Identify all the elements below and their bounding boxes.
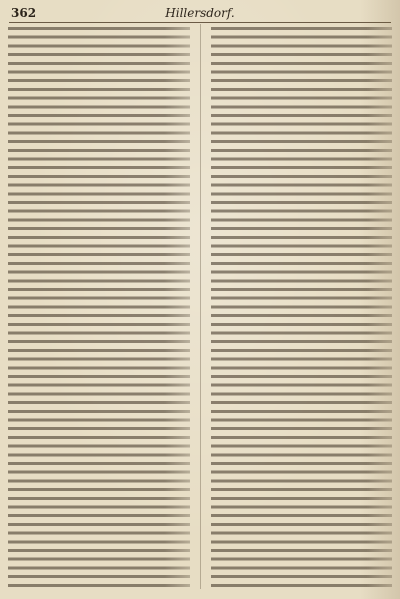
directory-columns <box>8 24 392 589</box>
column-divider <box>200 24 201 589</box>
left-column-entries <box>8 24 190 589</box>
right-column-entries <box>211 24 393 589</box>
running-head: Hillersdorf. <box>165 6 235 20</box>
page-header <box>9 6 391 23</box>
page-number: 362 <box>11 6 37 20</box>
